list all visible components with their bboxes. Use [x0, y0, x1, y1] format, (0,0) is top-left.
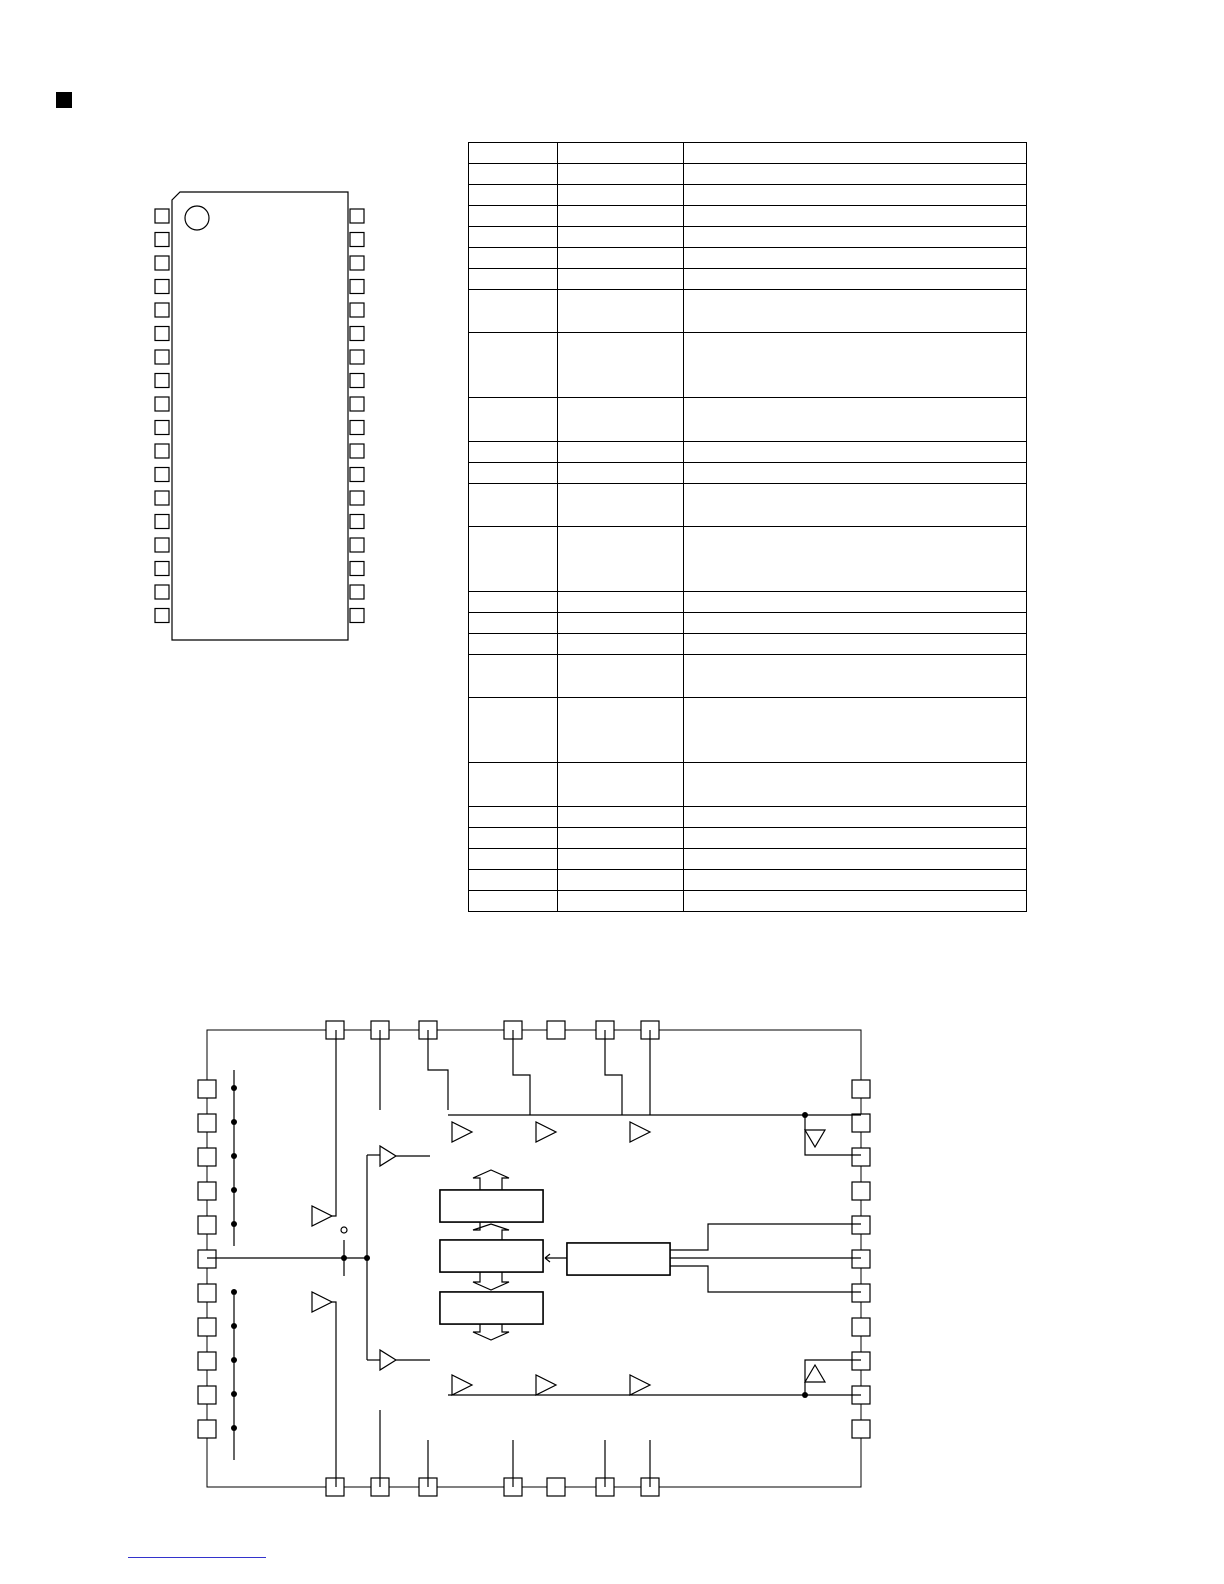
- bus-arrow-mid: [473, 1222, 509, 1240]
- left-pin: [198, 1216, 216, 1234]
- ic-pin-right: [350, 444, 364, 458]
- ic-package-diagram: [140, 180, 380, 650]
- pin-symbol-cell: [558, 698, 684, 763]
- ic-pin-left: [155, 515, 169, 529]
- ic-body: [172, 192, 348, 640]
- pin-number-cell: [469, 248, 558, 269]
- right-pin: [852, 1352, 870, 1370]
- table-row: [469, 398, 1027, 442]
- pin-function-cell: [684, 828, 1027, 849]
- left-pin: [198, 1148, 216, 1166]
- interface-block-fill: [567, 1243, 670, 1275]
- ic-pin-right: [350, 585, 364, 599]
- ic-pin-left: [155, 209, 169, 223]
- table-row: [469, 613, 1027, 634]
- pin-function-cell: [684, 763, 1027, 807]
- right-pin: [852, 1284, 870, 1302]
- pin-symbol-cell: [558, 655, 684, 698]
- pin-function-cell: [684, 807, 1027, 828]
- pin-number-cell: [469, 527, 558, 592]
- pin-number-cell: [469, 269, 558, 290]
- pin-symbol-cell: [558, 634, 684, 655]
- ic-pin-left: [155, 397, 169, 411]
- table-row: [469, 484, 1027, 527]
- left-pin: [198, 1352, 216, 1370]
- header-cell-symbol: [558, 143, 684, 164]
- table-header-row: [469, 143, 1027, 164]
- ic-pin-left: [155, 585, 169, 599]
- left-pin: [198, 1386, 216, 1404]
- pin-symbol-cell: [558, 891, 684, 912]
- pin-number-cell: [469, 698, 558, 763]
- pin-number-cell: [469, 398, 558, 442]
- pin-function-cell: [684, 463, 1027, 484]
- pin-symbol-cell: [558, 248, 684, 269]
- pin-symbol-cell: [558, 463, 684, 484]
- table-row: [469, 655, 1027, 698]
- ic-pin-left: [155, 538, 169, 552]
- pin-symbol-cell: [558, 870, 684, 891]
- pin-function-cell: [684, 891, 1027, 912]
- pin-function-cell: [684, 634, 1027, 655]
- table-row: [469, 592, 1027, 613]
- logic-block-middle-fill: [440, 1240, 543, 1272]
- pin-number-cell: [469, 333, 558, 398]
- bus-arrow-low: [473, 1272, 509, 1290]
- left-pin: [198, 1250, 216, 1268]
- pin-symbol-cell: [558, 398, 684, 442]
- pin-symbol-cell: [558, 442, 684, 463]
- right-pin: [852, 1420, 870, 1438]
- pin-symbol-cell: [558, 527, 684, 592]
- table-row: [469, 290, 1027, 333]
- pin-symbol-cell: [558, 227, 684, 248]
- ic-pin-right: [350, 280, 364, 294]
- pin-function-cell: [684, 592, 1027, 613]
- pin-number-cell: [469, 613, 558, 634]
- left-pin: [198, 1420, 216, 1438]
- right-pin: [852, 1148, 870, 1166]
- pin-number-cell: [469, 185, 558, 206]
- pin-symbol-cell: [558, 290, 684, 333]
- pin-function-cell: [684, 442, 1027, 463]
- logic-block-lower-fill: [440, 1292, 543, 1324]
- pin-symbol-cell: [558, 763, 684, 807]
- pin-symbol-cell: [558, 849, 684, 870]
- pin-function-cell: [684, 290, 1027, 333]
- table-row: [469, 891, 1027, 912]
- pin-number-cell: [469, 655, 558, 698]
- pin-function-cell: [684, 206, 1027, 227]
- pin-function-cell: [684, 333, 1027, 398]
- table-row: [469, 269, 1027, 290]
- pin-symbol-cell: [558, 828, 684, 849]
- ic-pin-right: [350, 562, 364, 576]
- ic-pin-right: [350, 538, 364, 552]
- pin-symbol-cell: [558, 333, 684, 398]
- pin-description-table: [468, 142, 1027, 912]
- pin-symbol-cell: [558, 484, 684, 527]
- ic-pin-left: [155, 280, 169, 294]
- ic-pin-right: [350, 327, 364, 341]
- left-pin: [198, 1318, 216, 1336]
- top-pin: [326, 1021, 344, 1039]
- ic-pin-right: [350, 468, 364, 482]
- pin-function-cell: [684, 484, 1027, 527]
- ic-pin-right: [350, 491, 364, 505]
- pin-number-cell: [469, 164, 558, 185]
- table-row: [469, 248, 1027, 269]
- top-pin: [547, 1021, 565, 1039]
- left-pin: [198, 1284, 216, 1302]
- pin-symbol-cell: [558, 613, 684, 634]
- ic-pin-right: [350, 515, 364, 529]
- ic-pin-left: [155, 350, 169, 364]
- pin-symbol-cell: [558, 592, 684, 613]
- pin-function-cell: [684, 698, 1027, 763]
- table-row: [469, 227, 1027, 248]
- ic-pin-right: [350, 256, 364, 270]
- ic-pin-left: [155, 327, 169, 341]
- pin1-marker: [185, 206, 209, 230]
- left-pin: [198, 1114, 216, 1132]
- ic-pin-left: [155, 491, 169, 505]
- table-row: [469, 206, 1027, 227]
- pin-number-cell: [469, 463, 558, 484]
- pin-number-cell: [469, 484, 558, 527]
- pin-number-cell: [469, 592, 558, 613]
- pin-function-cell: [684, 613, 1027, 634]
- table-row: [469, 807, 1027, 828]
- block-diagram: [180, 1010, 880, 1510]
- pin-number-cell: [469, 891, 558, 912]
- table-row: [469, 463, 1027, 484]
- section-bullet: [56, 92, 72, 108]
- pin-number-cell: [469, 849, 558, 870]
- bus-arrow-bottom: [473, 1324, 509, 1340]
- pin-function-cell: [684, 248, 1027, 269]
- table-row: [469, 164, 1027, 185]
- pin-number-cell: [469, 763, 558, 807]
- pin-number-cell: [469, 870, 558, 891]
- table-row: [469, 828, 1027, 849]
- right-pin: [852, 1250, 870, 1268]
- ic-pin-right: [350, 303, 364, 317]
- ic-pin-left: [155, 562, 169, 576]
- pin-number-cell: [469, 634, 558, 655]
- ic-pin-left: [155, 303, 169, 317]
- table-row: [469, 185, 1027, 206]
- right-pin: [852, 1080, 870, 1098]
- pin-number-cell: [469, 807, 558, 828]
- table-row: [469, 527, 1027, 592]
- ic-pin-left: [155, 233, 169, 247]
- pin-function-cell: [684, 849, 1027, 870]
- table-row: [469, 870, 1027, 891]
- table-row: [469, 849, 1027, 870]
- pin-number-cell: [469, 206, 558, 227]
- pin-number-cell: [469, 227, 558, 248]
- header-cell-pin: [469, 143, 558, 164]
- pin-symbol-cell: [558, 164, 684, 185]
- pin-number-cell: [469, 828, 558, 849]
- left-pin: [198, 1080, 216, 1098]
- right-pin: [852, 1114, 870, 1132]
- ic-pin-right: [350, 233, 364, 247]
- pin-function-cell: [684, 185, 1027, 206]
- ic-pin-left: [155, 374, 169, 388]
- pin-function-cell: [684, 398, 1027, 442]
- ic-pin-right: [350, 609, 364, 623]
- pin-number-cell: [469, 442, 558, 463]
- ic-pin-left: [155, 421, 169, 435]
- table-row: [469, 333, 1027, 398]
- left-pin: [198, 1182, 216, 1200]
- pin-function-cell: [684, 870, 1027, 891]
- right-pin: [852, 1182, 870, 1200]
- pin-function-cell: [684, 655, 1027, 698]
- header-cell-function: [684, 143, 1027, 164]
- ic-pin-left: [155, 256, 169, 270]
- ic-pin-left: [155, 609, 169, 623]
- logic-block-upper-fill: [440, 1190, 543, 1222]
- table-row: [469, 634, 1027, 655]
- pin-symbol-cell: [558, 185, 684, 206]
- ic-pin-right: [350, 209, 364, 223]
- pin-number-cell: [469, 290, 558, 333]
- ic-pin-left: [155, 468, 169, 482]
- bottom-pin: [547, 1478, 565, 1496]
- pin-function-cell: [684, 269, 1027, 290]
- bus-arrow-top: [473, 1170, 509, 1190]
- bottom-pin: [326, 1478, 344, 1496]
- ic-pin-left: [155, 444, 169, 458]
- ic-pin-right: [350, 350, 364, 364]
- footer-link-line[interactable]: [128, 1557, 266, 1558]
- right-pin: [852, 1318, 870, 1336]
- ic-pin-right: [350, 421, 364, 435]
- pin-symbol-cell: [558, 807, 684, 828]
- table-row: [469, 698, 1027, 763]
- pin-function-cell: [684, 227, 1027, 248]
- table-row: [469, 763, 1027, 807]
- pin-symbol-cell: [558, 269, 684, 290]
- pin-symbol-cell: [558, 206, 684, 227]
- pin-function-cell: [684, 164, 1027, 185]
- ic-pin-right: [350, 397, 364, 411]
- pin-function-cell: [684, 527, 1027, 592]
- table-row: [469, 442, 1027, 463]
- ic-pin-right: [350, 374, 364, 388]
- right-pin: [852, 1216, 870, 1234]
